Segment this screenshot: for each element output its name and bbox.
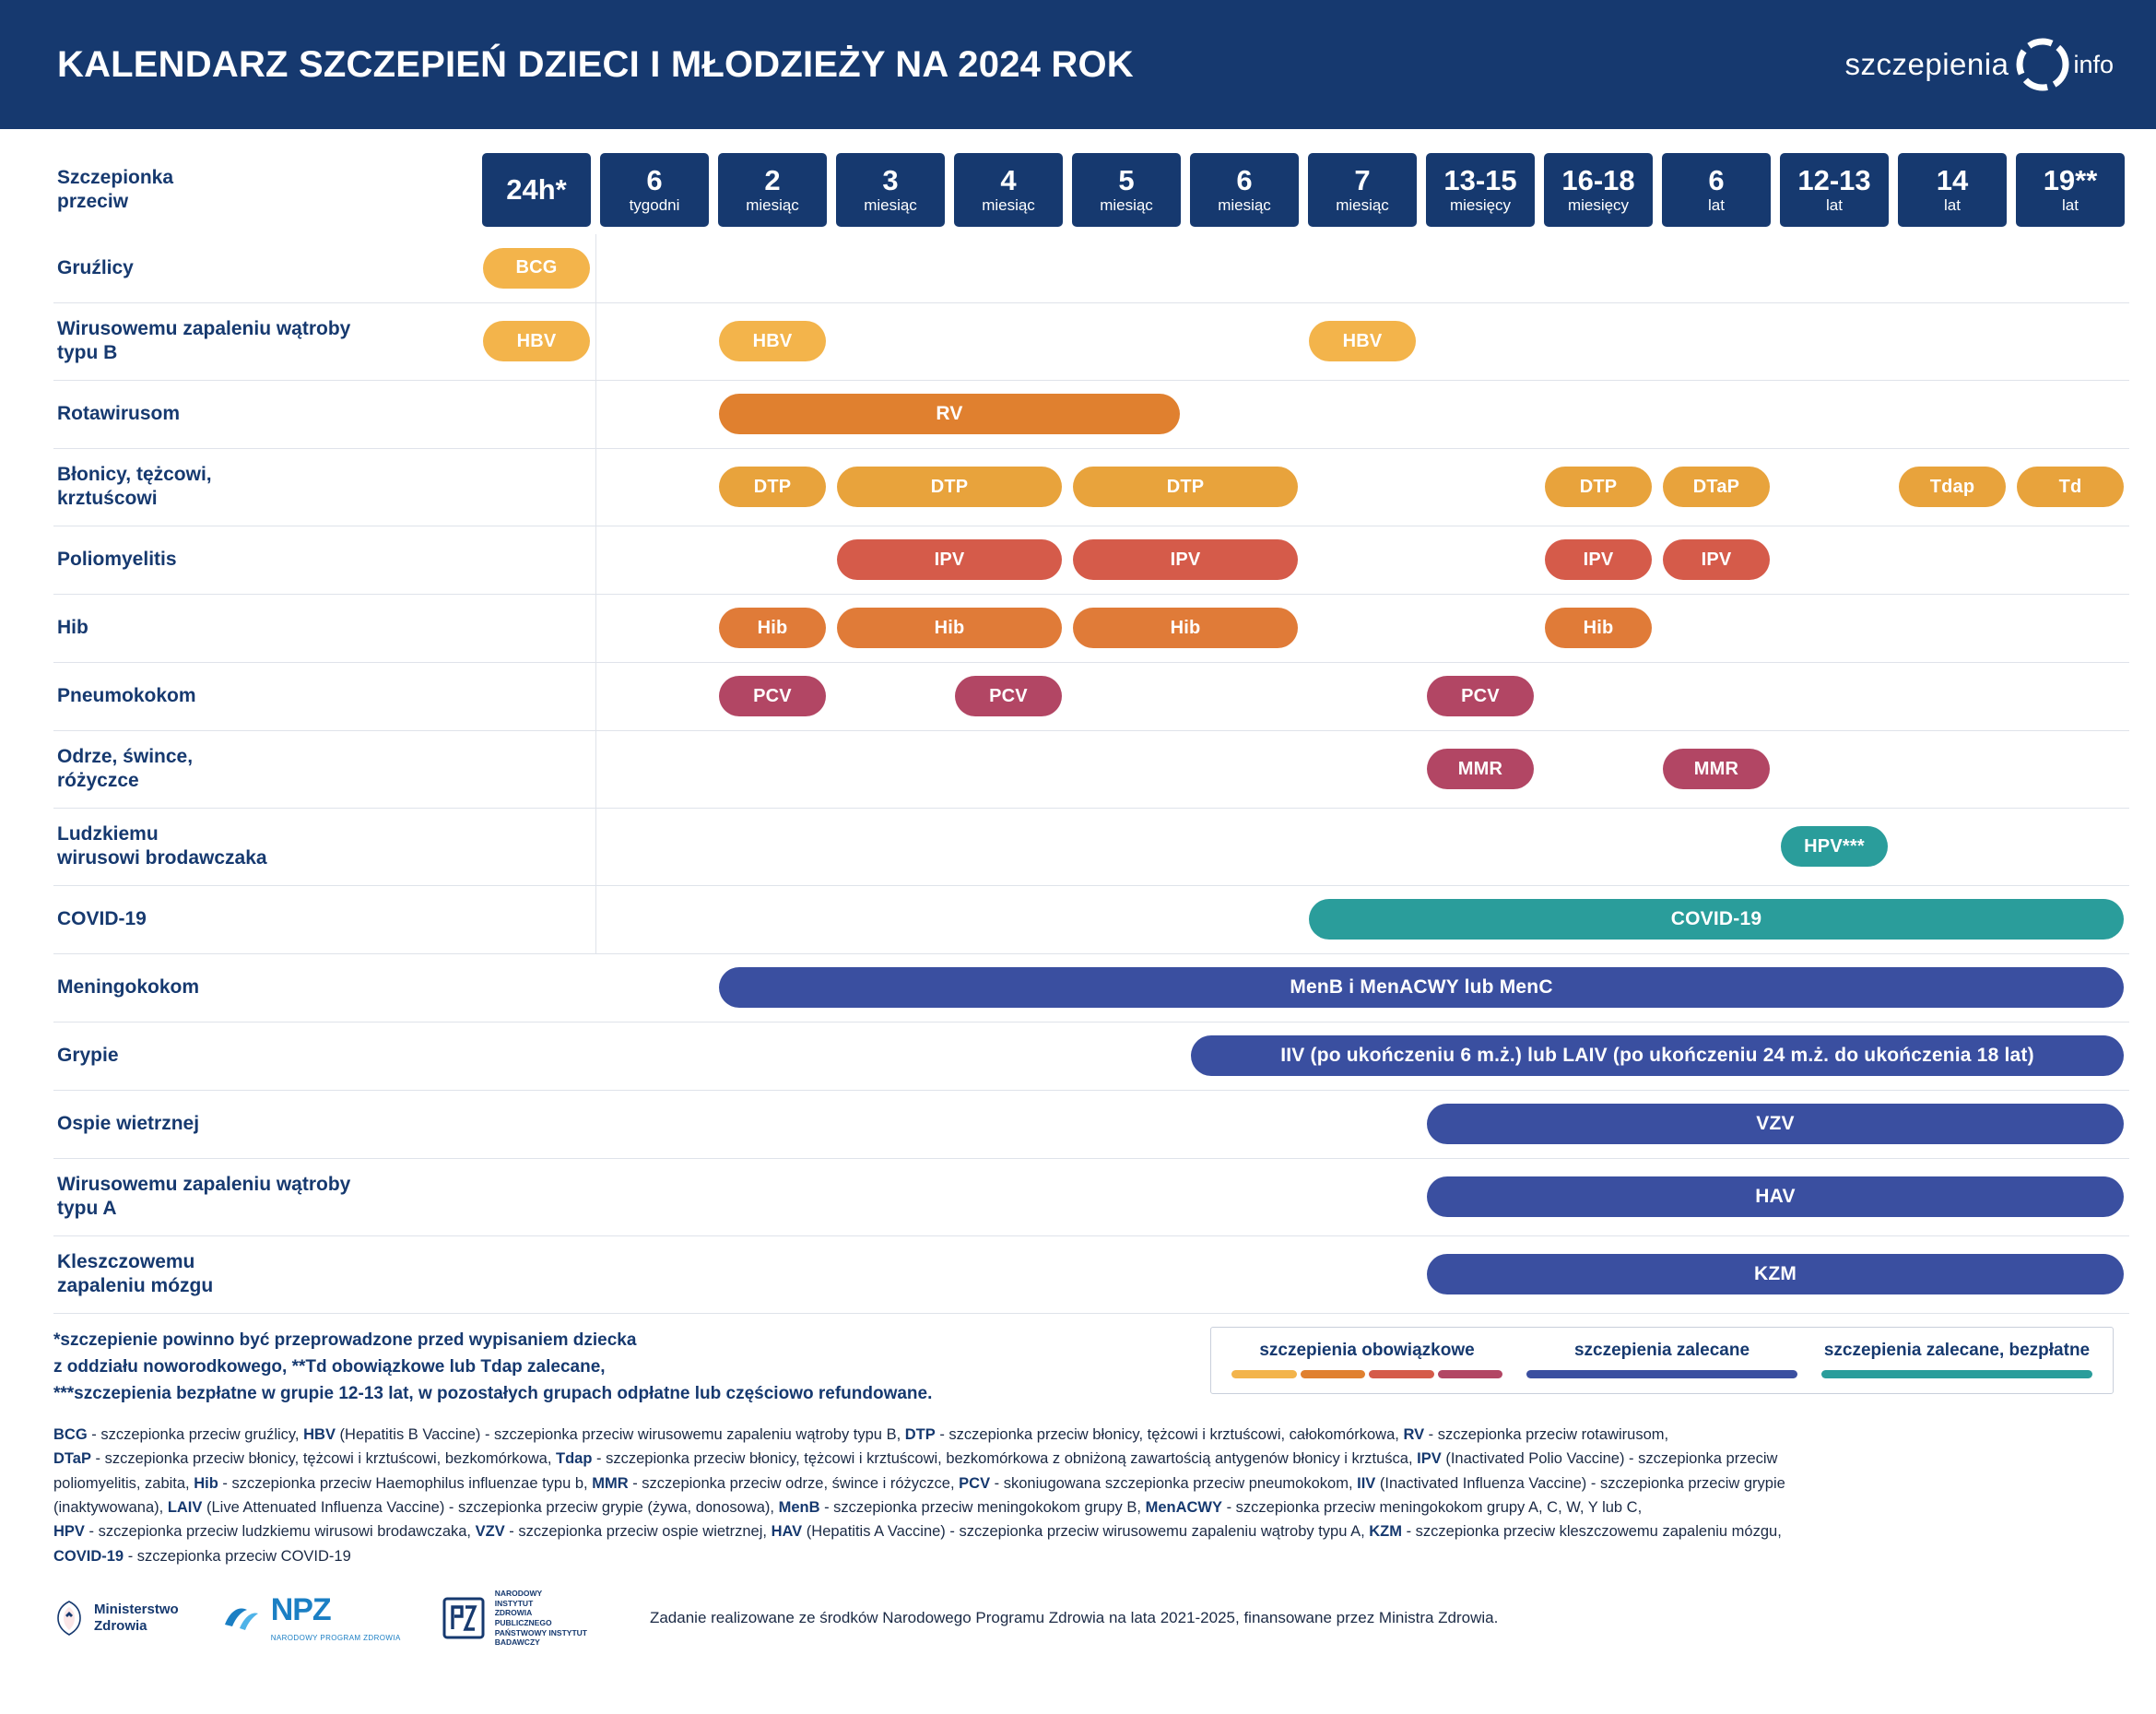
ministry-of-health-logo	[53, 1600, 179, 1637]
vaccine-pill: HBV	[1309, 321, 1416, 361]
vaccine-row-label: Błonicy, tężcowi, krztuścowi	[53, 448, 477, 526]
vaccine-row-schedule	[477, 302, 2129, 380]
age-column-header: 13-15 miesięcy	[1421, 146, 1539, 234]
age-column-header: 24h*	[477, 146, 595, 234]
vaccine-row	[53, 526, 2129, 594]
column-divider	[595, 234, 596, 302]
age-column-header: 5 miesiąc	[1067, 146, 1185, 234]
vaccination-calendar-table	[53, 146, 2129, 1314]
vaccine-row	[53, 1022, 2129, 1090]
vaccine-pill: VZV	[1427, 1104, 2124, 1144]
vaccine-row-schedule	[477, 1090, 2129, 1158]
column-divider	[595, 809, 596, 885]
vaccine-row	[53, 380, 2129, 448]
glossary-line-1: BCG - szczepionka przeciw gruźlicy, HBV (Hepatitis B Vaccine) - szczepionka przeciw wirusowemu zapaleniu wątroby typu B, DTP - szczepionka przeciw błonicy, tężcowi i krztuścowi, całokomórkowa, RV - szczepionka przeciw rotawirusom,	[53, 1425, 1669, 1443]
vaccine-pill: IPV	[837, 539, 1062, 580]
schedule-grid	[477, 1159, 2129, 1235]
vaccine-pill: MMR	[1663, 749, 1770, 789]
legend-color-swatch	[1526, 1370, 1797, 1378]
npz-text-block	[271, 1592, 401, 1645]
legend-item-label: szczepienia zalecane, bezpłatne	[1823, 1340, 2091, 1360]
page-header	[0, 0, 2156, 129]
legend	[1210, 1327, 2114, 1394]
vaccine-row-label: Kleszczowemu zapaleniu mózgu	[53, 1235, 477, 1313]
legend-swatches	[1231, 1370, 1502, 1378]
vaccine-row-schedule	[477, 730, 2129, 808]
vaccine-row-label: Odrze, śwince, różyczce	[53, 730, 477, 808]
npz-sublabel: NARODOWY PROGRAM ZDROWIA	[270, 1633, 401, 1642]
schedule-grid	[477, 303, 2129, 380]
vaccine-row-label: COVID-19	[53, 885, 477, 953]
vaccine-row-label: Ospie wietrznej	[53, 1090, 477, 1158]
funding-note: Zadanie realizowane ze środków Narodowego Programu Zdrowia na lata 2021-2025, finansowane przez Ministra Zdrowia.	[649, 1609, 1499, 1627]
legend-swatches	[1821, 1370, 2092, 1378]
column-divider	[595, 526, 596, 594]
row-header-title: Szczepionka przeciw	[57, 166, 174, 212]
vaccine-pill: DTP	[719, 467, 826, 507]
vaccine-pill: RV	[719, 394, 1180, 434]
legend-color-swatch	[1301, 1370, 1366, 1378]
vaccine-pill: Hib	[1073, 608, 1298, 648]
vaccine-row-label: Gruźlicy	[53, 234, 477, 302]
vaccine-row-schedule	[477, 1022, 2129, 1090]
pzh-logo	[442, 1589, 587, 1648]
vaccine-pill: MenB i MenACWY lub MenC	[719, 967, 2124, 1008]
npz-mark-icon	[219, 1597, 262, 1639]
vaccine-row	[53, 885, 2129, 953]
abbreviations-glossary	[0, 1408, 2156, 1568]
vaccine-pill: IPV	[1073, 539, 1298, 580]
vaccine-row-label: Grypie	[53, 1022, 477, 1090]
vaccine-row	[53, 1158, 2129, 1235]
vaccine-pill: Tdap	[1899, 467, 2006, 507]
npz-label: NPZ	[270, 1591, 331, 1627]
legend-item-label: szczepienia zalecane	[1573, 1340, 1750, 1360]
vaccine-pill: DTaP	[1663, 467, 1770, 507]
vaccine-pill: DTP	[1545, 467, 1652, 507]
legend-swatches	[1526, 1370, 1797, 1378]
vaccine-row-label: Ludzkiemu wirusowi brodawczaka	[53, 808, 477, 885]
vaccine-pill: DTP	[837, 467, 1062, 507]
vaccine-row-label: Wirusowemu zapaleniu wątroby typu B	[53, 302, 477, 380]
vaccine-pill: IPV	[1663, 539, 1770, 580]
vaccine-row-schedule	[477, 234, 2129, 302]
footnote-line-2: z oddziału noworodkowego, **Td obowiązkowe lub Tdap zalecane,	[53, 1356, 606, 1377]
vaccine-pill: Hib	[719, 608, 826, 648]
schedule-grid	[477, 954, 2129, 1022]
szczepienia-info-logo	[1845, 36, 2114, 93]
schedule-grid	[477, 1091, 2129, 1158]
age-column-header: 16-18 miesięcy	[1539, 146, 1657, 234]
legend-color-swatch	[1821, 1370, 2092, 1378]
column-divider	[595, 731, 596, 808]
page-title: KALENDARZ SZCZEPIEŃ DZIECI I MŁODZIEŻY NA 2024 ROK	[57, 43, 1134, 85]
vaccine-row	[53, 234, 2129, 302]
vaccine-pill: MMR	[1427, 749, 1534, 789]
schedule-grid	[477, 663, 2129, 730]
vaccine-row-label: Meningokokom	[53, 953, 477, 1022]
schedule-grid	[477, 526, 2129, 594]
logo-text: szczepienia	[1844, 47, 2009, 81]
vaccine-pill: DTP	[1073, 467, 1298, 507]
vaccine-row-label: Hib	[53, 594, 477, 662]
vaccine-pill: PCV	[1427, 676, 1534, 716]
vaccine-pill: HBV	[483, 321, 590, 361]
legend-color-swatch	[1369, 1370, 1434, 1378]
legend-color-swatch	[1438, 1370, 1503, 1378]
vaccine-row-schedule	[477, 1235, 2129, 1313]
age-column-header: 6 lat	[1657, 146, 1775, 234]
logo-info-text: info	[2073, 50, 2114, 78]
pzh-text-block: NARODOWY INSTYTUT ZDROWIA PUBLICZNEGO PAŃSTWOWY INSTYTUT BADAWCZY	[494, 1589, 587, 1648]
vaccine-row-schedule	[477, 380, 2129, 448]
schedule-grid	[477, 1022, 2129, 1090]
vaccine-row-label: Rotawirusom	[53, 380, 477, 448]
vaccine-row	[53, 1090, 2129, 1158]
age-column-header: 7 miesiąc	[1303, 146, 1421, 234]
vaccine-pill: Hib	[837, 608, 1062, 648]
vaccine-row	[53, 302, 2129, 380]
logo-circle-icon	[2014, 36, 2071, 93]
glossary-line-3: poliomyelitis, zabita, Hib - szczepionka przeciw Haemophilus influenzae typu b, MMR - szczepionka przeciw odrze, śwince i różyczce, PCV - skoniugowana szczepionka przeciw pneumokokom, IIV (Inactivated Influenza Vaccine) - szczepionka przeciw grypie	[53, 1474, 1785, 1492]
footnotes-legend-area	[0, 1314, 2156, 1408]
eagle-icon	[53, 1600, 85, 1637]
vaccine-pill: IPV	[1545, 539, 1652, 580]
glossary-line-2: DTaP - szczepionka przeciw błonicy, tężcowi i krztuścowi, bezkomórkowa, Tdap - szczepionka przeciw błonicy, tężcowi i krztuścowi, bezkomórkowa z obniżoną zawartością antygenów błonicy i krztuśca, IPV (Inactivated Polio Vaccine) - szczepionka przeciw	[53, 1450, 1778, 1468]
vaccine-pill: COVID-19	[1309, 899, 2124, 940]
vaccine-row	[53, 808, 2129, 885]
vaccine-row-schedule	[477, 594, 2129, 662]
vaccine-row-schedule	[477, 662, 2129, 730]
legend-item	[1526, 1341, 1797, 1378]
legend-item-label: szczepienia obowiązkowe	[1259, 1340, 1475, 1360]
vaccine-pill: HAV	[1427, 1176, 2124, 1217]
vaccine-row-schedule	[477, 885, 2129, 953]
vaccine-pill: IIV (po ukończeniu 6 m.ż.) lub LAIV (po ukończeniu 24 m.ż. do ukończenia 18 lat)	[1191, 1035, 2124, 1076]
age-column-header: 3 miesiąc	[831, 146, 949, 234]
vaccine-pill: PCV	[955, 676, 1062, 716]
vaccine-row	[53, 730, 2129, 808]
legend-item	[1231, 1341, 1502, 1378]
schedule-grid	[477, 886, 2129, 953]
vaccine-row-label: Wirusowemu zapaleniu wątroby typu A	[53, 1158, 477, 1235]
column-divider	[595, 595, 596, 662]
vaccine-row-label: Poliomyelitis	[53, 526, 477, 594]
vaccine-row-schedule	[477, 526, 2129, 594]
age-column-header: 2 miesiąc	[713, 146, 831, 234]
vaccine-row	[53, 448, 2129, 526]
footnote-line-1: *szczepienie powinno być przeprowadzone przed wypisaniem dziecka	[53, 1330, 637, 1350]
age-column-header: 6 miesiąc	[1185, 146, 1303, 234]
vaccine-pill: Td	[2017, 467, 2124, 507]
schedule-grid	[477, 381, 2129, 448]
vaccine-row-label: Pneumokokom	[53, 662, 477, 730]
vaccine-pill: KZM	[1427, 1254, 2124, 1294]
vaccine-row-schedule	[477, 1158, 2129, 1235]
schedule-grid	[477, 449, 2129, 526]
glossary-line-6: COVID-19 - szczepionka przeciw COVID-19	[53, 1547, 351, 1565]
footnotes	[53, 1327, 932, 1408]
calendar-sheet	[0, 129, 2156, 1314]
column-divider	[595, 886, 596, 953]
age-column-header: 14 lat	[1893, 146, 2011, 234]
age-column-header: 19** lat	[2011, 146, 2129, 234]
vaccine-pill: HPV***	[1781, 826, 1888, 867]
vaccine-row	[53, 662, 2129, 730]
vaccine-row-schedule	[477, 808, 2129, 885]
column-divider	[595, 449, 596, 526]
ministry-label: Ministerstwo Zdrowia	[94, 1602, 179, 1635]
vaccine-row	[53, 1235, 2129, 1313]
vaccine-row-schedule	[477, 448, 2129, 526]
page-footer	[0, 1568, 2156, 1648]
schedule-grid	[477, 809, 2129, 885]
glossary-line-5: HPV - szczepionka przeciw ludzkiemu wirusowi brodawczaka, VZV - szczepionka przeciw ospie wietrznej, HAV (Hepatitis A Vaccine) - szczepionka przeciw wirusowemu zapaleniu wątroby typu A, KZM - szczepionka przeciw kleszczowemu zapaleniu mózgu,	[53, 1523, 1782, 1541]
vaccine-pill: PCV	[719, 676, 826, 716]
legend-item	[1821, 1341, 2092, 1378]
vaccine-pill: BCG	[483, 248, 590, 289]
npz-logo	[219, 1592, 401, 1645]
vaccine-row	[53, 594, 2129, 662]
legend-color-swatch	[1231, 1370, 1297, 1378]
vaccine-row	[53, 953, 2129, 1022]
column-divider	[595, 663, 596, 730]
vaccine-row-schedule	[477, 953, 2129, 1022]
footnote-line-3: ***szczepienia bezpłatne w grupie 12-13 lat, w pozostałych grupach odpłatne lub częściowo refundowane.	[53, 1384, 933, 1404]
schedule-grid	[477, 1236, 2129, 1313]
age-column-header: 4 miesiąc	[949, 146, 1067, 234]
schedule-grid	[477, 595, 2129, 662]
column-divider	[595, 303, 596, 380]
schedule-grid	[477, 731, 2129, 808]
age-column-header: 12-13 lat	[1775, 146, 1893, 234]
vaccine-pill: HBV	[719, 321, 826, 361]
vaccine-pill: Hib	[1545, 608, 1652, 648]
pzh-mark-icon	[442, 1596, 486, 1640]
column-divider	[595, 381, 596, 448]
glossary-line-4: (inaktywowana), LAIV (Live Attenuated Influenza Vaccine) - szczepionka przeciw grypie (żywa, donosowa), MenB - szczepionka przeciw meningokokom grupy B, MenACWY - szczepionka przeciw meningokokom grupy A, C, W, Y lub C,	[53, 1498, 1643, 1516]
age-header-row	[53, 146, 2129, 234]
schedule-grid	[477, 234, 2129, 302]
age-column-header: 6 tygodni	[595, 146, 713, 234]
